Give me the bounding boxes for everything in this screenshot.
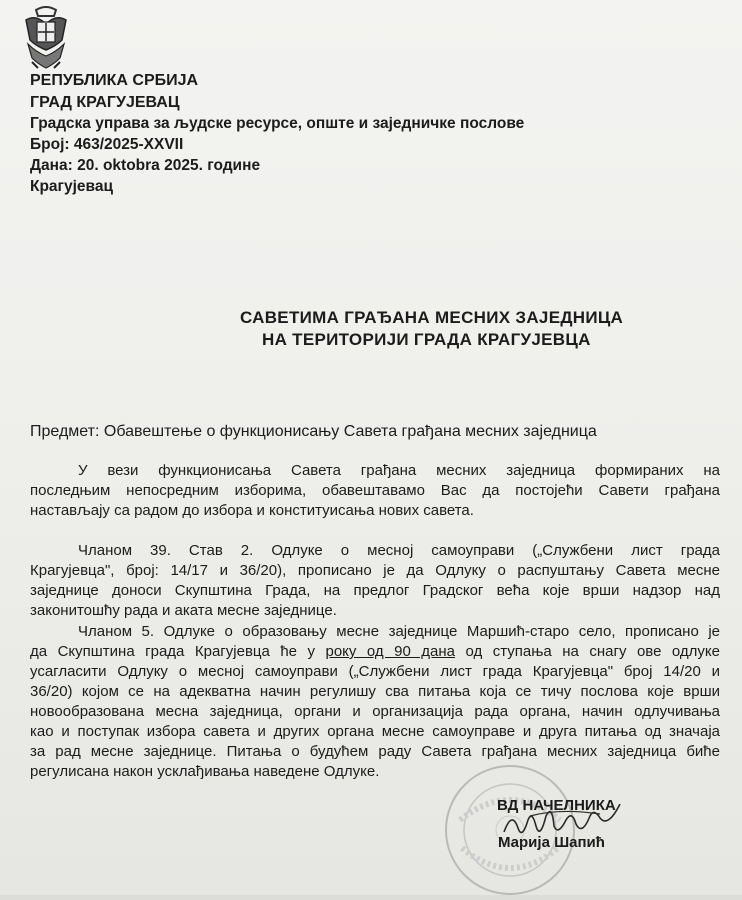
paragraph-line: за рад месне заједнице. Питања о будућем раду Савета грађана месних заједница биће — [30, 743, 720, 760]
paragraph-fragment: да Скупштина града Крагујевца ће у — [30, 643, 315, 660]
paragraph-line: законитошћу рада и аката месне заједнице. — [30, 602, 337, 619]
paragraph-line: новообразована месна заједница, органи и организација рада органа, начин одлучивања — [30, 703, 720, 720]
paragraph-line: Чланом 5. Одлуке о образовању месне заједнице Маршић-старо село, прописано је — [78, 623, 720, 640]
paragraph-3 — [30, 622, 720, 782]
paragraph-line: настављају са радом до избора и конституисања нових савета. — [30, 502, 474, 519]
paragraph-line: усагласити Одлуку о месној самоуправи („Службени лист града Крагујевца" број 14/20 и — [30, 663, 720, 680]
paragraph-line: Крагујевца", број: 14/17 и 36/20), прописано је да Одлуку о распуштању Савета месне — [30, 562, 720, 579]
header-city: ГРАД КРАГУЈЕВАЦ — [30, 94, 180, 111]
paragraph-line: Чланом 39. Став 2. Одлуке о месној самоуправи („Службени лист града — [78, 542, 720, 559]
paragraph-line: као и поступак избора савета и других органа месне самоуправе и друга питања од значаја — [30, 723, 720, 740]
header-number: Број: 463/2025-XXVII — [30, 136, 184, 153]
paragraph-line: последњим непосредним изборима, обавештавамо Вас да постојећи Савети грађана — [30, 482, 720, 499]
paragraph-line: регулисана након усклађивања наведене Одлуке. — [30, 763, 380, 780]
paragraph-fragment: од ступања на снагу ове одлуке — [465, 643, 720, 660]
recipient-line-1: САВЕТИМА ГРАЂАНА МЕСНИХ ЗАЈЕДНИЦА — [240, 308, 624, 327]
coat-of-arms-icon — [22, 6, 70, 72]
subject-line: Предмет: Обавештење о функционисању Савета грађана месних заједница — [30, 423, 597, 440]
signatory-title: ВД НАЧЕЛНИКА — [497, 797, 616, 814]
header-department: Градска управа за људске ресурсе, опште и заједничке послове — [30, 115, 525, 132]
paragraph-line: 36/20) којом се на адекватна начин регулишу сва питања која се тичу послова које врши — [30, 683, 720, 700]
paragraph-line: заједнице доноси Скупштина Града, на предлог Градског већа које врши надзор над — [30, 582, 720, 599]
paragraph-line: У вези функционисања Савета грађана месних заједница формираних на — [78, 462, 720, 479]
header-country: РЕПУБЛИКА СРБИЈА — [30, 72, 199, 89]
signatory-name: Марија Шапић — [498, 834, 605, 851]
header-date: Дана: 20. oktobra 2025. године — [30, 157, 261, 174]
paragraph-2 — [30, 541, 720, 621]
recipient-line-2: НА ТЕРИТОРИЈИ ГРАДА КРАГУЈЕВЦА — [262, 330, 591, 349]
paragraph-line — [30, 642, 720, 662]
paragraph-1 — [30, 461, 720, 521]
header-place: Крагујевац — [30, 178, 114, 195]
deadline-underlined: року од 90 дана — [325, 643, 456, 660]
